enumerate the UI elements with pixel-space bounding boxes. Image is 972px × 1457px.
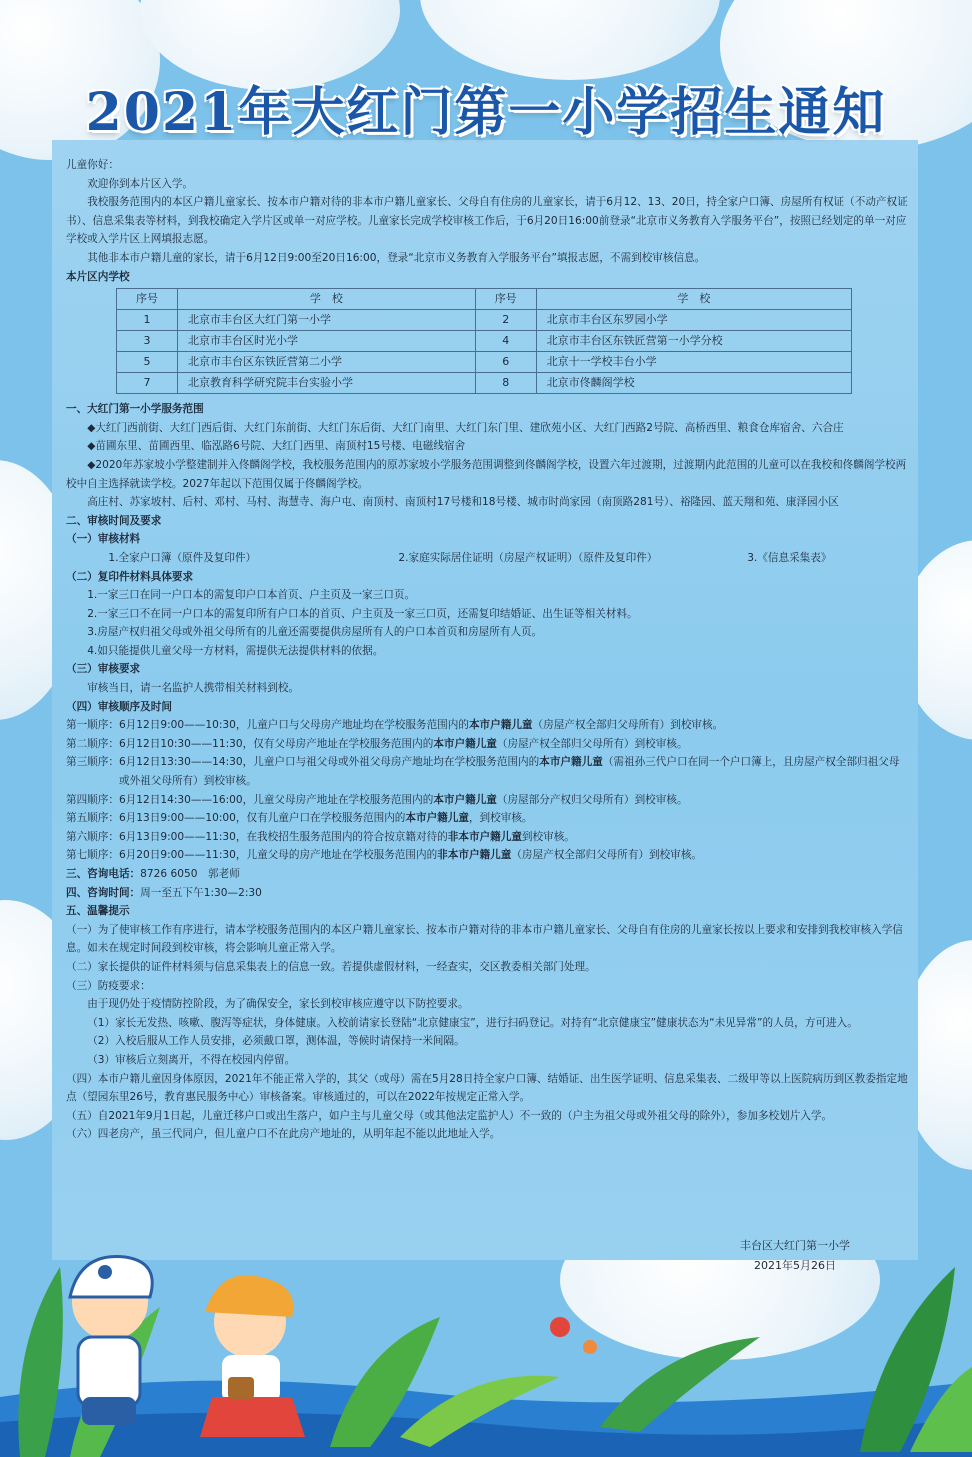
table-row (117, 373, 852, 394)
table-cell: 北京市丰台区东铁匠营第一小学分校 (536, 331, 851, 352)
schedule-text: ，到校审核。 (468, 812, 533, 825)
schedule-emphasis: 本市户籍儿童 (433, 737, 497, 750)
intro-paragraph: 欢迎你到本片区入学。 (87, 177, 194, 190)
schedule-emphasis: 非本市户籍儿童 (447, 830, 522, 843)
copy-requirement: 1.一家三口在同一户口本的需复印户口本首页、户主页及一家三口页。 (87, 589, 416, 602)
greeting: 儿童你好： (66, 159, 119, 171)
schedule-item (66, 735, 908, 754)
tip-intro: 由于现仍处于疫情防控阶段，为了确保安全，家长到校审核应遵守以下防控要求。 (87, 998, 469, 1011)
review-requirement: 审核当日，请一名监护人携带相关材料到校。 (87, 682, 300, 695)
sub-heading: （四）审核顺序及时间 (66, 700, 172, 713)
schedule-text: 到校审核。 (521, 830, 575, 843)
schedule-item (66, 809, 908, 828)
table-cell: 1 (117, 310, 178, 331)
table-cell: 8 (475, 373, 536, 394)
copy-requirement: 2.一家三口不在同一户口本的需复印所有户口本的首页、户主页及一家三口页，还需复印结婚证、出生证等相关材料。 (87, 607, 638, 620)
table-cell: 北京市丰台区时光小学 (178, 331, 476, 352)
signature-date: 2021年5月26日 (754, 1259, 836, 1272)
material-item: 3.《信息采集表》 (747, 551, 832, 564)
schedule-text: 第三顺序：6月12日13:30——14:30，儿童户口与祖父母或外祖父母房产地址均在学校服务范围内的 (66, 756, 540, 769)
table-header-row (117, 289, 852, 310)
tip-item: （五）自2021年9月1日起，儿童迁移户口或出生落户，如户主与儿童父母（或其他法定监护人）不一致的（户主为祖父母或外祖父母的除外），参加多校划片入学。 (66, 1109, 833, 1122)
scope-item: ◆苗圃东里、苗圃西里、临泓路6号院、大红门西里、南顶村15号楼、电磁线宿舍 (87, 440, 466, 453)
scope-item: ◆2020年苏家坡小学整建制并入佟麟阁学校，我校服务范围内的原苏家坡小学服务范围调整到佟麟阁学校，设置六年过渡期，过渡期内此范围的儿童可以在我校和佟麟阁学校两校中自主选择就读学校。2027年起以下范围仅属于佟麟阁学校。 (66, 458, 907, 490)
schools-table (116, 288, 852, 394)
schedule-item (66, 791, 908, 810)
schedule-text: 第二顺序：6月12日10:30——11:30，仅有父母房产地址在学校服务范围内的 (66, 737, 434, 750)
table-cell: 北京教育科学研究院丰台实验小学 (178, 373, 476, 394)
flower-icon (550, 1317, 570, 1337)
schedule-text: 第五顺序：6月13日9:00——10:00，仅有儿童户口在学校服务范围内的 (66, 812, 406, 825)
table-cell: 北京市佟麟阁学校 (536, 373, 851, 394)
schedule-text: 第四顺序：6月12日14:30——16:00，儿童父母房产地址在学校服务范围内的 (66, 793, 434, 806)
table-row (117, 352, 852, 373)
table-cell: 6 (475, 352, 536, 373)
table-cell: 3 (117, 331, 178, 352)
table-cell: 5 (117, 352, 178, 373)
scope-item: 高庄村、苏家坡村、后村、邓村、马村、海慧寺、海户屯、南顶村、南顶村17号楼和18号楼、城市时尚家园（南顶路281号）、裕隆园、蓝天翔和苑、康泽园小区 (87, 496, 839, 509)
schedule-emphasis: 本市户籍儿童 (433, 793, 497, 806)
tip-item: （一）为了使审核工作有序进行，请本学校服务范围内的本区户籍儿童家长、按本市户籍对待的非本市户籍儿童家长、父母自有住房的儿童家长按以上要求和安排到我校审核入学信息。如未在规定时间段到校审核，将会影响儿童正常入学。 (66, 923, 903, 955)
table-cell: 北京市丰台区东罗园小学 (536, 310, 851, 331)
schools-heading: 本片区内学校 (66, 270, 130, 283)
materials-line (66, 549, 908, 568)
scope-item: ◆大红门西前街、大红门西后街、大红门东前街、大红门东后街、大红门南里、大红门东门里、建欣苑小区、大红门西路2号院、高桥西里、粮食仓库宿舍、六合庄 (87, 421, 844, 434)
section-heading: 二、审核时间及要求 (66, 514, 162, 527)
schedule-emphasis: 本市户籍儿童 (468, 719, 533, 732)
schedule-text: （房屋部分产权归父母所有）到校审核。 (496, 793, 688, 806)
consult-time-line (66, 884, 908, 903)
material-item: 2.家庭实际居住证明（房屋产权证明）（原件及复印件） (398, 551, 658, 564)
col-header-num: 序号 (475, 289, 536, 310)
table-row (117, 331, 852, 352)
consult-phone-line (66, 865, 908, 884)
tip-subitem: （1）家长无发热、咳嗽、腹泻等症状，身体健康。入校前请家长登陆“北京健康宝”，进行扫码登记。对持有“北京健康宝”健康状态为“未见异常”的人员，方可进入。 (87, 1016, 858, 1029)
schedule-emphasis: 本市户籍儿童 (539, 756, 603, 769)
intro-paragraph: 我校服务范围内的本区户籍儿童家长、按本市户籍对待的非本市户籍儿童家长、父母自有住房的儿童家长，请于6月12、13、20日，持全家户口簿、房屋所有权证（不动产权证书）、信息采集表等材料，到我校确定入学片区或单一对应学校。儿童家长完成学校审核工作后，于6月20日16:00前登录“北京市义务教育入学服务平台”，按照已经划定的单一对应学校或入学片区上网填报志愿。 (66, 196, 908, 246)
flower-icon (583, 1340, 597, 1354)
girl-skirt (200, 1397, 305, 1437)
signature-school: 丰台区大红门第一小学 (740, 1239, 850, 1252)
col-header-num: 序号 (117, 289, 178, 310)
schedule-text: 第七顺序：6月20日9:00——11:30，儿童父母的房产地址在学校服务范围内的 (66, 849, 438, 862)
cloud-bubble (420, 0, 720, 80)
table-cell: 北京市丰台区东铁匠营第二小学 (178, 352, 476, 373)
table-row (117, 310, 852, 331)
schedule-item (66, 828, 908, 847)
intro-paragraph: 其他非本市户籍儿童的家长，请于6月12日9:00至20日16:00，登录“北京市义务教育入学服务平台”填报志愿，不需到校审核信息。 (87, 251, 706, 264)
tip-item: （二）家长提供的证件材料须与信息采集表上的信息一致。若提供虚假材料，一经查实，交区教委相关部门处理。 (66, 960, 596, 973)
boy-pants (82, 1397, 136, 1425)
tip-item: （三）防疫要求： (66, 979, 151, 992)
material-item: 1.全家户口簿（原件及复印件） (108, 551, 257, 564)
sub-heading: （一）审核材料 (66, 533, 141, 546)
tip-subitem: （2）入校后服从工作人员安排，必须戴口罩，测体温，等候时请保持一米间隔。 (87, 1035, 465, 1048)
section-heading: 三、咨询电话： (66, 868, 141, 880)
girl-bag (228, 1377, 254, 1399)
col-header-school: 学 校 (178, 289, 476, 310)
sub-heading: （二）复印件材料具体要求 (66, 570, 194, 583)
consult-time: 周一至五下午1:30—2:30 (140, 886, 262, 899)
tip-item: （四）本市户籍儿童因身体原因，2021年不能正常入学的，其父（或母）需在5月28日持全家户口簿、结婚证、出生医学证明、信息采集表、二级甲等以上医院病历到区教委指定地点（望园东里26号，教育惠民服务中心）审核备案。审核通过的，可以在2022年按规定正常入学。 (66, 1072, 908, 1104)
schedule-item (66, 716, 908, 735)
schedule-item (66, 846, 908, 865)
schedule-text: （房屋产权全部归父母所有）到校审核。 (496, 737, 688, 750)
col-header-school: 学 校 (536, 289, 851, 310)
schedule-emphasis: 本市户籍儿童 (405, 812, 469, 825)
schedule-emphasis: 非本市户籍儿童 (437, 849, 512, 862)
schedule-text: 第六顺序：6月13日9:00——11:30，在我校招生服务范围内的符合按京籍对待的 (66, 830, 448, 843)
schedule-text: （需祖孙三代户口在同一个户口簿上，且房屋产权全部归祖父母或外祖父母所有）到校审核。 (119, 756, 900, 788)
bottom-illustration (0, 1197, 972, 1457)
tip-subitem: （3）审核后立刻离开，不得在校园内停留。 (87, 1053, 296, 1066)
sub-heading: （三）审核要求 (66, 663, 141, 676)
girl-hat (205, 1275, 293, 1317)
table-cell: 北京市丰台区大红门第一小学 (178, 310, 476, 331)
section-heading: 五、温馨提示 (66, 905, 130, 918)
section-heading: 一、大红门第一小学服务范围 (66, 403, 204, 416)
cap-badge-icon (98, 1265, 112, 1279)
page-title: 2021年大红门第一小学招生通知 (85, 82, 887, 143)
schedule-item (66, 753, 908, 790)
schedule-text: 第一顺序：6月12日9:00——10:30，儿童户口与父母房产地址均在学校服务范围内的 (66, 719, 469, 732)
table-cell: 4 (475, 331, 536, 352)
copy-requirement: 3.房屋产权归祖父母或外祖父母所有的儿童还需要提供房屋所有人的户口本首页和房屋所有人页。 (87, 626, 543, 639)
consult-phone: 8726 6050 郭老师 (140, 868, 240, 880)
boy-body (78, 1337, 140, 1407)
copy-requirement: 4.如只能提供儿童父母一方材料，需提供无法提供材料的依据。 (87, 644, 384, 657)
tip-item: （六）四老房产，虽三代同户，但儿童户口不在此房产地址的，从明年起不能以此地址入学。 (66, 1128, 501, 1141)
schedule-text: （房屋产权全部归父母所有）到校审核。 (532, 719, 724, 732)
section-heading: 四、咨询时间： (66, 886, 141, 899)
boy-cap (70, 1257, 152, 1298)
table-cell: 7 (117, 373, 178, 394)
table-cell: 2 (475, 310, 536, 331)
table-cell: 北京十一学校丰台小学 (536, 352, 851, 373)
schedule-text: （房屋产权全部归父母所有）到校审核。 (511, 849, 703, 862)
notice-body (66, 156, 908, 1144)
